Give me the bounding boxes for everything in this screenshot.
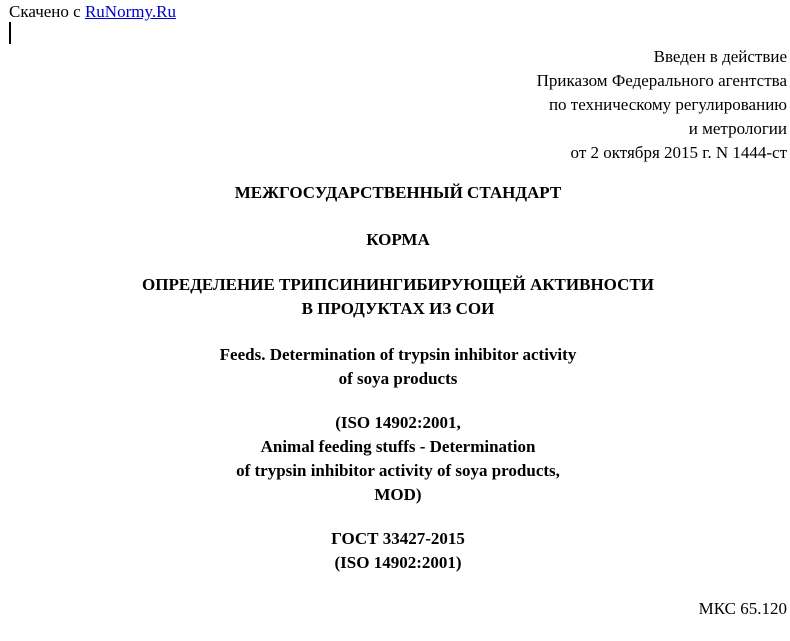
enactment-line: Приказом Федерального агентства [536,71,787,90]
iso-reference-line: MOD) [374,485,422,504]
gost-number-line: ГОСТ 33427-2015 [331,529,465,548]
text-cursor [9,22,11,44]
gost-number [0,527,790,575]
mks-classification: МКС 65.120 [698,599,787,618]
downloaded-prefix: Скачено с [9,2,81,21]
subject-heading: КОРМА [366,230,430,249]
english-title-line: Feeds. Determination of trypsin inhibitor activity [219,345,577,364]
english-title-line: of soya products [338,369,458,388]
enactment-line: от 2 октября 2015 г. N 1444-ст [570,143,787,162]
iso-reference-line: of trypsin inhibitor activity of soya products, [236,461,560,480]
iso-reference [0,411,790,507]
russian-title [0,273,790,321]
download-source-line [9,2,176,22]
enactment-line: по техническому регулированию [548,95,787,114]
enactment-line: Введен в действие [653,47,787,66]
enactment-block [537,45,787,165]
russian-title-line: ОПРЕДЕЛЕНИЕ ТРИПСИНИНГИБИРУЮЩЕЙ АКТИВНОСТИ [142,275,654,294]
iso-reference-line: Animal feeding stuffs - Determination [260,437,536,456]
russian-title-line: В ПРОДУКТАХ ИЗ СОИ [301,299,495,318]
english-title [0,343,790,391]
iso-reference-line: (ISO 14902:2001, [335,413,461,432]
gost-number-line: (ISO 14902:2001) [334,553,462,572]
source-link[interactable]: RuNormy.Ru [84,2,176,21]
standard-type-heading: МЕЖГОСУДАРСТВЕННЫЙ СТАНДАРТ [234,183,562,202]
enactment-line: и метрологии [688,119,787,138]
